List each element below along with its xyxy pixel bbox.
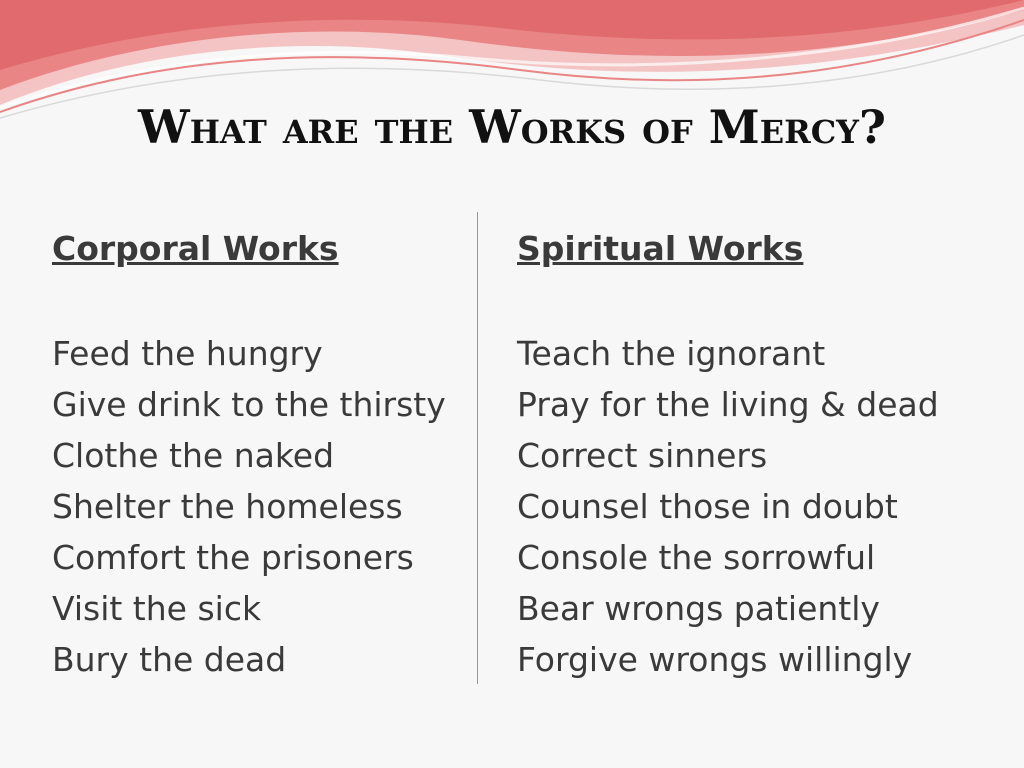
spiritual-works-list — [517, 328, 997, 685]
list-item: Bury the dead — [52, 640, 287, 679]
list-item: Counsel those in doubt — [517, 487, 898, 526]
spiritual-works-heading: Spiritual Works — [517, 229, 804, 268]
list-item: Pray for the living & dead — [517, 385, 939, 424]
corporal-works-list — [52, 328, 472, 685]
list-item: Shelter the homeless — [52, 487, 403, 526]
list-item: Visit the sick — [52, 589, 262, 628]
list-item: Clothe the naked — [52, 436, 335, 475]
list-item: Feed the hungry — [52, 334, 323, 373]
list-item: Give drink to the thirsty — [52, 385, 446, 424]
list-item: Correct sinners — [517, 436, 768, 475]
corporal-works-column — [52, 226, 472, 685]
list-item: Comfort the prisoners — [52, 538, 414, 577]
corporal-works-heading: Corporal Works — [52, 229, 339, 268]
list-item: Teach the ignorant — [517, 334, 826, 373]
list-item: Bear wrongs patiently — [517, 589, 880, 628]
list-item: Console the sorrowful — [517, 538, 876, 577]
column-divider — [477, 212, 478, 684]
spiritual-works-column — [517, 226, 997, 685]
list-item: Forgive wrongs willingly — [517, 640, 913, 679]
slide-title: What are the Works of Mercy? — [138, 100, 886, 154]
